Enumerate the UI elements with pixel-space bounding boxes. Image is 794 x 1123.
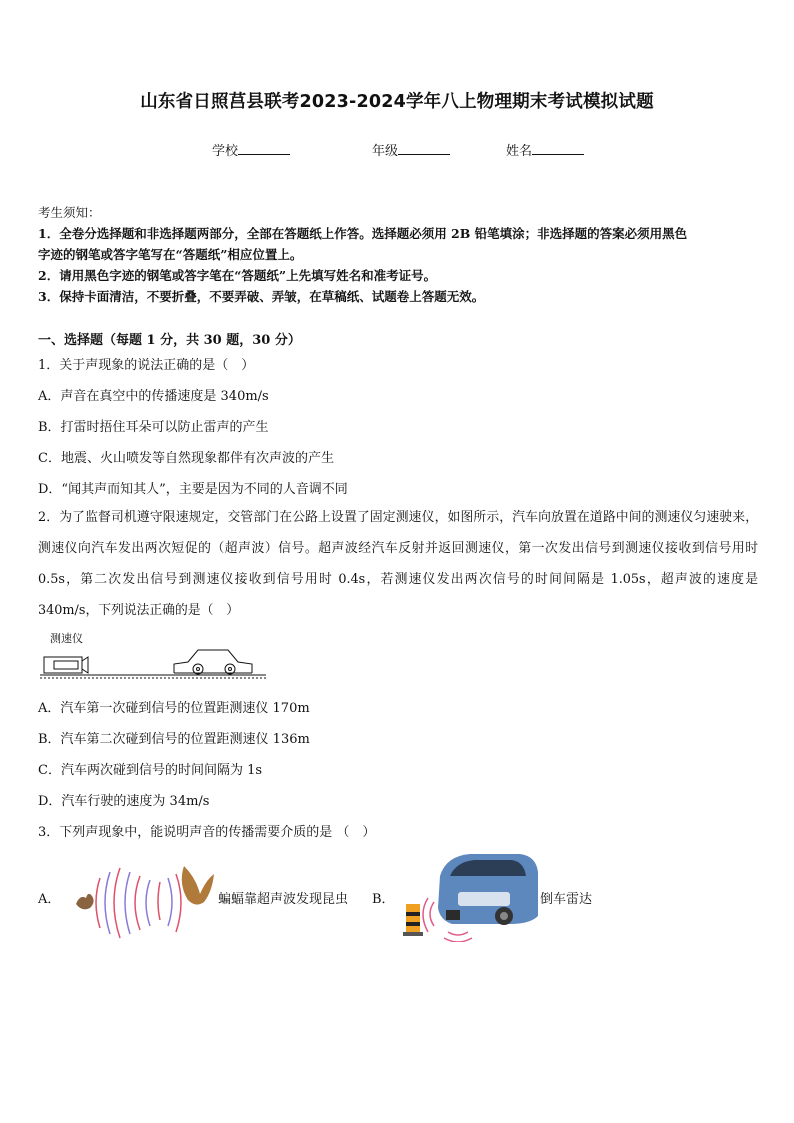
- speed-meter-label: 测速仪: [50, 632, 83, 645]
- speed-meter-figure: [38, 640, 268, 686]
- q3-option-b-letter: B．: [372, 892, 395, 907]
- q3-option-b-text: 倒车雷达: [540, 892, 593, 907]
- name-field: [506, 140, 584, 159]
- speed-meter-icon: [44, 657, 88, 673]
- school-label: 学校: [212, 144, 239, 159]
- notice-line-2: 2．请用黑色字迹的钢笔或答字笔在“答题纸”上先填写姓名和准考证号。: [38, 268, 437, 283]
- name-blank: [532, 141, 584, 155]
- q2-option-d: D．汽车行驶的速度为 34m/s: [38, 794, 210, 809]
- q1-option-b: B．打雷时捂住耳朵可以防止雷声的产生: [38, 420, 269, 435]
- section-heading: 一、选择题（每题 1 分，共 30 题，30 分）: [38, 333, 301, 348]
- q2-option-b: B．汽车第二次碰到信号的位置距测速仪 136m: [38, 732, 310, 747]
- q2-stem: 2．为了监督司机遵守限速规定，交管部门在公路上设置了固定测速仪，如图所示，汽车向放置在道路中间的测速仪匀速驶来，测速仪向汽车发出两次短促的（超声波）信号。超声波经汽车反射并返回测速仪，第一次发出信号到测速仪接收到信号用时 0.5s，第二次发出信号到测速仪接收到信号用时 0.4s，若测速仪发出两次信号的时间间隔是 1.05s，超声波的速度是 340m/s，下列说法正确的是（ ）: [38, 510, 758, 618]
- q2-option-a: A．汽车第一次碰到信号的位置距测速仪 170m: [38, 701, 310, 716]
- grade-label: 年级: [372, 144, 399, 159]
- grade-blank: [398, 141, 450, 155]
- notice-line-3: 3．保持卡面清洁，不要折叠，不要弄破、弄皱，在草稿纸、试题卷上答题无效。: [38, 289, 485, 304]
- grade-field: [372, 140, 450, 159]
- traffic-cone-icon: [403, 904, 423, 936]
- school-blank: [238, 141, 290, 155]
- q1-option-d: D．“闻其声而知其人”，主要是因为不同的人音调不同: [38, 482, 348, 497]
- bat-icon: [76, 894, 94, 909]
- bat-echolocation-image: [72, 858, 222, 942]
- q2-option-c: C．汽车两次碰到信号的时间间隔为 1s: [38, 763, 263, 778]
- road-ground: [40, 675, 266, 678]
- notice-heading: 考生须知：: [38, 205, 101, 220]
- q3-stem: 3．下列声现象中，能说明声音的传播需要介质的是 （ ）: [38, 825, 376, 840]
- moth-icon: [182, 866, 214, 905]
- q3-option-a-letter: A．: [38, 892, 61, 907]
- page-title: 山东省日照莒县联考2023-2024学年八上物理期末考试模拟试题: [140, 92, 654, 112]
- school-field: [212, 140, 290, 159]
- sound-waves-icon: [96, 868, 181, 938]
- car-rear-icon: [438, 854, 538, 925]
- reversing-radar-image: [400, 852, 540, 942]
- name-label: 姓名: [506, 144, 533, 159]
- notice-line-1b: 字迹的钢笔或答字笔写在“答题纸”相应位置上。: [38, 247, 303, 262]
- q1-option-c: C．地震、火山喷发等自然现象都伴有次声波的产生: [38, 451, 334, 466]
- q1-stem: 1．关于声现象的说法正确的是（ ）: [38, 358, 255, 373]
- q1-option-a: A．声音在真空中的传播速度是 340m/s: [38, 389, 269, 404]
- car-icon: [174, 650, 252, 674]
- q3-option-a-text: 蝙蝠靠超声波发现昆虫: [218, 892, 349, 907]
- notice-line-1a: 1．全卷分选择题和非选择题两部分，全部在答题纸上作答。选择题必须用 2B 铅笔填涂；非选择题的答案必须用黑色: [38, 226, 688, 241]
